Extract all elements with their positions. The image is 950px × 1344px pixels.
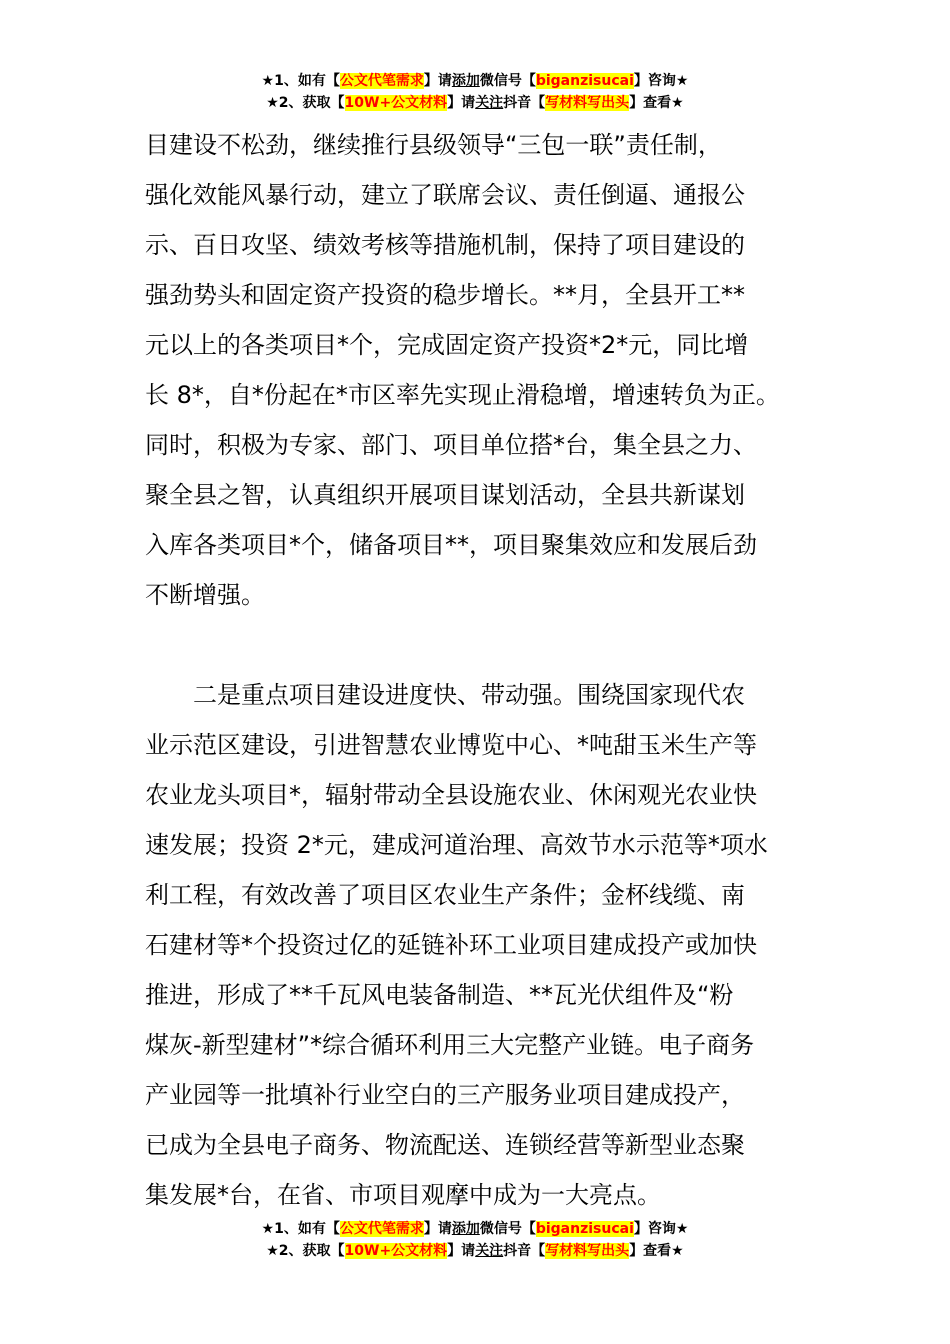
text-line: 强化效能风暴行动，建立了联席会议、责任倒逼、通报公 [145,181,745,209]
text-line: 入库各类项目*个，储备项目**，项目聚集效应和发展后劲 [145,531,757,559]
text-line: 业示范区建设，引进智慧农业博览中心、*吨甜玉米生产等 [145,731,757,759]
text-line: 元以上的各类项目*个，完成固定资产投资*2*元，同比增 [145,331,749,359]
text-line: 煤灰-新型建材”*综合循环利用三大完整产业链。电子商务 [145,1031,755,1059]
paragraph-1 [145,120,825,620]
banner-line-2: ★2、获取【10W+公文材料】请关注抖音【写材料写出头】查看★ [266,95,684,111]
text-line: 同时，积极为专家、部门、项目单位搭*台，集全县之力、 [145,431,757,459]
text-line: 利工程，有效改善了项目区农业生产条件；金杯线缆、南 [145,881,745,909]
text-line: 推进，形成了**千瓦风电装备制造、**瓦光伏组件及“粉 [145,981,734,1009]
header-banner [0,70,950,114]
footer-banner [0,1218,950,1262]
banner-highlight: 写材料写出头 [545,1243,630,1259]
text-line: 二是重点项目建设进度快、带动强。围绕国家现代农 [145,681,745,709]
banner-highlight: 公文代笔需求 [339,1221,424,1237]
text-line: 速发展；投资 2*元，建成河道治理、高效节水示范等*项水 [145,831,768,859]
text-line: 集发展*台，在省、市项目观摩中成为一大亮点。 [145,1181,661,1209]
document-body [145,120,825,1220]
text-line: 石建材等*个投资过亿的延链补环工业项目建成投产或加快 [145,931,757,959]
banner-highlight: 10W+公文材料 [344,95,448,111]
paragraph-gap [145,620,825,670]
banner-line-1: ★1、如有【公文代笔需求】请添加微信号【biganzisucai】咨询★ [261,73,689,89]
banner-highlight: 写材料写出头 [545,95,630,111]
paragraph-2 [145,670,825,1220]
text-line: 聚全县之智，认真组织开展项目谋划活动，全县共新谋划 [145,481,745,509]
banner-highlight: biganzisucai [535,1221,634,1237]
banner-highlight: 10W+公文材料 [344,1243,448,1259]
text-line: 示、百日攻坚、绩效考核等措施机制，保持了项目建设的 [145,231,745,259]
banner-line-1: ★1、如有【公文代笔需求】请添加微信号【biganzisucai】咨询★ [261,1221,689,1237]
text-line: 产业园等一批填补行业空白的三产服务业项目建成投产， [145,1081,745,1109]
text-line: 长 8*，自*份起在*市区率先实现止滑稳增，增速转负为正。 [145,381,780,409]
banner-highlight: biganzisucai [535,73,634,89]
text-line: 不断增强。 [145,581,265,609]
text-line: 农业龙头项目*，辐射带动全县设施农业、休闲观光农业快 [145,781,757,809]
text-line: 已成为全县电子商务、物流配送、连锁经营等新型业态聚 [145,1131,745,1159]
text-line: 目建设不松劲，继续推行县级领导“三包一联”责任制， [145,131,722,159]
text-line: 强劲势头和固定资产投资的稳步增长。**月，全县开工** [145,281,745,309]
banner-line-2: ★2、获取【10W+公文材料】请关注抖音【写材料写出头】查看★ [266,1243,684,1259]
banner-highlight: 公文代笔需求 [339,73,424,89]
